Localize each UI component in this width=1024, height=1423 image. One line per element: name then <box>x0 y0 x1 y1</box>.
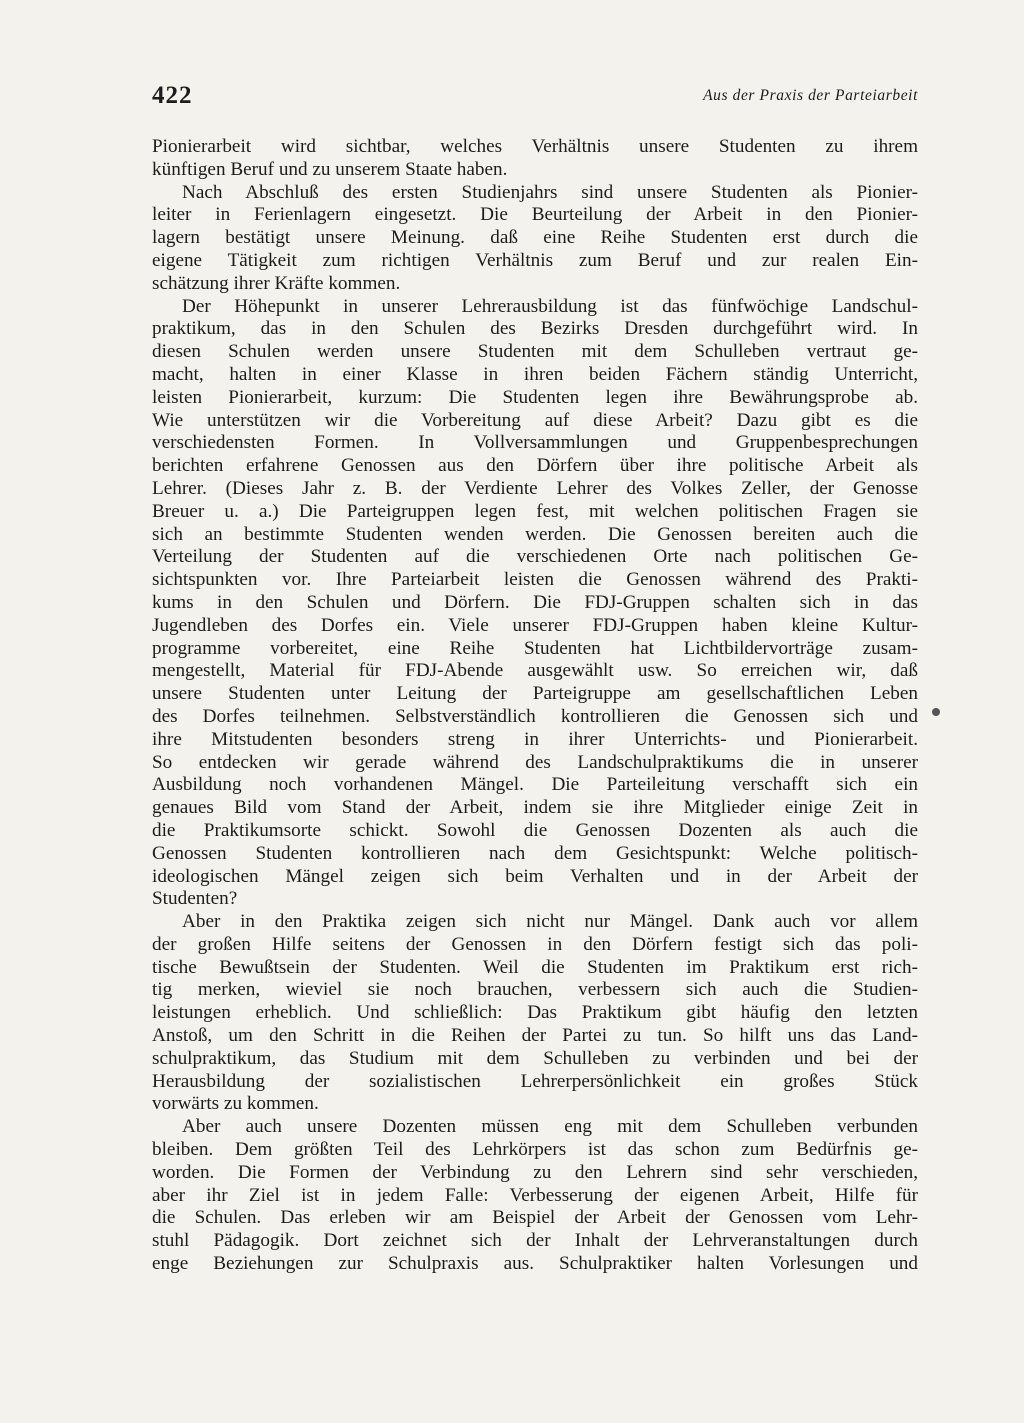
page-header <box>152 82 918 112</box>
text-line: die Praktikumsorte schickt. Sowohl die Genossen Dozenten als auch die <box>152 819 918 841</box>
text-line: worden. Die Formen der Verbindung zu den Lehrern sind sehr verschieden, <box>152 1161 918 1183</box>
print-speck <box>932 708 940 716</box>
text-line: tische Bewußtsein der Studenten. Weil die Studenten im Praktikum erst rich- <box>152 956 918 978</box>
text-line: des Dorfes teilnehmen. Selbstverständlich kontrollieren die Genossen sich und <box>152 705 918 727</box>
text-line: Herausbildung der sozialistischen Lehrerpersönlichkeit ein großes Stück <box>152 1070 918 1092</box>
text-line: aber ihr Ziel ist in jedem Falle: Verbesserung der eigenen Arbeit, Hilfe für <box>152 1184 918 1206</box>
text-line: sichtspunkten vor. Ihre Parteiarbeit leisten die Genossen während des Prakti- <box>152 569 918 591</box>
text-line: So entdecken wir gerade während des Landschulpraktikums die in unserer <box>152 751 918 773</box>
text-line: die Schulen. Das erleben wir am Beispiel der Arbeit der Genossen vom Lehr- <box>152 1207 918 1229</box>
text-line: bleiben. Dem größten Teil des Lehrkörpers ist das schon zum Bedürfnis ge- <box>152 1139 918 1161</box>
text-line: eigene Tätigkeit zum richtigen Verhältnis zum Beruf und zur realen Ein- <box>152 249 918 271</box>
running-head: Aus der Praxis der Parteiarbeit <box>703 87 918 104</box>
text-line: Jugendleben des Dorfes ein. Viele unserer FDJ-Gruppen haben kleine Kultur- <box>152 614 918 636</box>
text-line: leisten Pionierarbeit, kurzum: Die Studenten legen ihre Bewährungsprobe ab. <box>152 386 918 408</box>
text-line: tig merken, wieviel sie noch brauchen, verbessern sich auch die Studien- <box>152 979 918 1001</box>
text-line: verschiedensten Formen. In Vollversammlungen und Gruppenbesprechungen <box>152 432 918 454</box>
text-line: lagern bestätigt unsere Meinung. daß eine Reihe Studenten erst durch die <box>152 227 918 249</box>
paragraph <box>152 136 918 182</box>
text-line: praktikum, das in den Schulen des Bezirks Dresden durchgeführt wird. In <box>152 318 918 340</box>
page-number: 422 <box>152 82 193 109</box>
text-line: Der Höhepunkt in unserer Lehrerausbildung ist das fünfwöchige Landschul- <box>182 295 918 317</box>
text-line: Verteilung der Studenten auf die verschiedenen Orte nach politischen Ge- <box>152 546 918 568</box>
text-line: Breuer u. a.) Die Parteigruppen legen fest, mit welchen politischen Fragen sie <box>152 500 918 522</box>
text-line: schätzung ihrer Kräfte kommen. <box>152 272 401 294</box>
text-line: Ausbildung noch vorhandenen Mängel. Die Parteileitung verschafft sich ein <box>152 774 918 796</box>
text-line: schulpraktikum, das Studium mit dem Schulleben zu verbinden und bei der <box>152 1047 918 1069</box>
text-line: diesen Schulen werden unsere Studenten mit dem Schulleben vertraut ge- <box>152 341 918 363</box>
text-line: Nach Abschluß des ersten Studienjahrs sind unsere Studenten als Pionier- <box>182 181 918 203</box>
text-line: Studenten? <box>152 888 238 910</box>
paragraph <box>152 1116 918 1276</box>
paragraph <box>152 182 918 296</box>
text-line: Lehrer. (Dieses Jahr z. B. der Verdiente Lehrer des Volkes Zeller, der Genosse <box>152 477 918 499</box>
text-line: ihre Mitstudenten besonders streng in ihrer Unterrichts- und Pionierarbeit. <box>152 728 918 750</box>
text-line: ideologischen Mängel zeigen sich beim Verhalten und in der Arbeit der <box>152 865 918 887</box>
text-line: Wie unterstützen wir die Vorbereitung auf diese Arbeit? Dazu gibt es die <box>152 409 918 431</box>
paragraph <box>152 296 918 912</box>
text-line: unsere Studenten unter Leitung der Parteigruppe am gesellschaftlichen Leben <box>152 683 918 705</box>
text-line: leiter in Ferienlagern eingesetzt. Die Beurteilung der Arbeit in den Pionier- <box>152 204 918 226</box>
text-line: Aber auch unsere Dozenten müssen eng mit dem Schulleben verbunden <box>182 1116 918 1138</box>
text-line: kums in den Schulen und Dörfern. Die FDJ-Gruppen schalten sich in das <box>152 591 918 613</box>
text-line: stuhl Pädagogik. Dort zeichnet sich der Inhalt der Lehrveranstaltungen durch <box>152 1230 918 1252</box>
text-line: mengestellt, Material für FDJ-Abende ausgewählt usw. So erreichen wir, daß <box>152 660 918 682</box>
text-line: Pionierarbeit wird sichtbar, welches Verhältnis unsere Studenten zu ihrem <box>152 136 918 157</box>
text-line: künftigen Beruf und zu unserem Staate haben. <box>152 158 508 180</box>
text-line: leistungen erheblich. Und schließlich: Das Praktikum gibt häufig den letzten <box>152 1002 918 1024</box>
text-line: enge Beziehungen zur Schulpraxis aus. Schulpraktiker halten Vorlesungen und <box>152 1253 918 1275</box>
text-line: der großen Hilfe seitens der Genossen in den Dörfern festigt sich das poli- <box>152 933 918 955</box>
paragraph <box>152 911 918 1116</box>
text-line: vorwärts zu kommen. <box>152 1093 319 1115</box>
text-line: genaues Bild vom Stand der Arbeit, indem sie ihre Mitglieder einige Zeit in <box>152 797 918 819</box>
text-line: Aber in den Praktika zeigen sich nicht nur Mängel. Dank auch vor allem <box>182 911 918 933</box>
text-line: macht, halten in einer Klasse in ihren beiden Fächern ständig Unterricht, <box>152 363 918 385</box>
text-line: berichten erfahrene Genossen aus den Dörfern über ihre politische Arbeit als <box>152 455 918 477</box>
text-line: sich an bestimmte Studenten wenden werden. Die Genossen bereiten auch die <box>152 523 918 545</box>
text-line: Genossen Studenten kontrollieren nach dem Gesichtspunkt: Welche politisch- <box>152 842 918 864</box>
text-line: programme vorbereitet, eine Reihe Studenten hat Lichtbildervorträge zusam- <box>152 637 918 659</box>
body-text <box>152 136 918 1276</box>
text-line: Anstoß, um den Schritt in die Reihen der Partei zu tun. So hilft uns das Land- <box>152 1025 918 1047</box>
